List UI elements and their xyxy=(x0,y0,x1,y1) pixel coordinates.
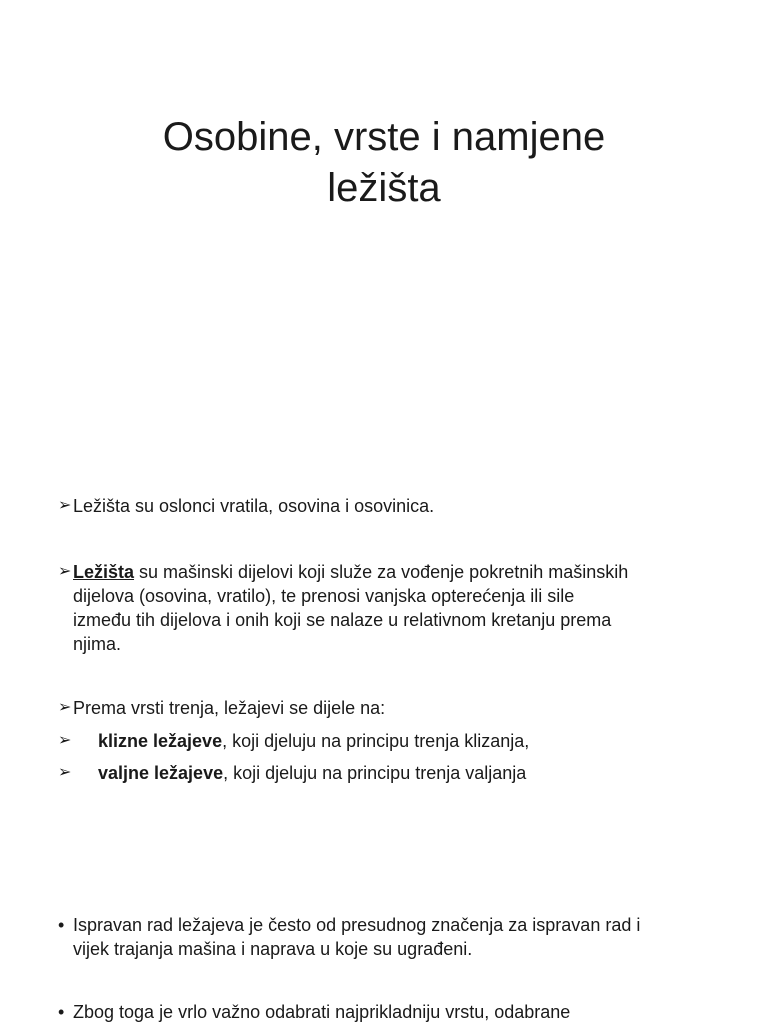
paragraph-text xyxy=(58,560,718,656)
title-line-2: ležišta xyxy=(327,166,441,210)
title-line-1: Osobine, vrste i namjene xyxy=(162,115,606,159)
arrow-bullet-icon: ➢ xyxy=(58,699,72,716)
arrow-bullet-icon: ➢ xyxy=(58,764,72,781)
definition-line-1: su mašinski dijelovi koji služe za vođenje pokretnih mašinskih xyxy=(134,562,629,582)
list-item-sliding-bearings xyxy=(58,729,718,753)
paragraph-bearings-supports xyxy=(58,494,718,518)
arrow-bullet-icon: ➢ xyxy=(58,497,72,514)
term-lezista: Ležišta xyxy=(73,562,135,582)
slide-title xyxy=(60,112,708,214)
paragraph-friction-types xyxy=(58,696,718,720)
paragraph-correct-operation xyxy=(58,913,718,961)
paragraph-text: Ležišta su oslonci vratila, osovina i osovinica. xyxy=(73,496,435,516)
definition-line-4: njima. xyxy=(73,634,122,654)
paragraph-bearings-definition xyxy=(58,560,718,656)
paragraph-text xyxy=(58,913,718,961)
paragraph-selection xyxy=(58,1000,718,1024)
definition-line-2: dijelova (osovina, vratilo), te prenosi vanjska opterećenja ili sile xyxy=(73,586,575,606)
list-item-rest: , koji djeluju na principu trenja klizanja, xyxy=(222,731,530,751)
term-valjne-lezajeve: valjne ležajeve xyxy=(98,763,224,783)
operation-line-1: Ispravan rad ležajeva je često od presudnog značenja za ispravan rad i xyxy=(73,915,641,935)
paragraph-text: Prema vrsti trenja, ležajevi se dijele na: xyxy=(73,698,386,718)
list-item-rolling-bearings xyxy=(58,761,718,785)
arrow-bullet-icon: ➢ xyxy=(58,732,72,749)
list-item-text xyxy=(58,729,718,753)
list-item-text xyxy=(58,761,718,785)
term-klizne-lezajeve: klizne ležajeve xyxy=(98,731,223,751)
list-item-rest: , koji djeluju na principu trenja valjanja xyxy=(223,763,527,783)
operation-line-2: vijek trajanja mašina i naprava u koje su ugrađeni. xyxy=(73,939,473,959)
dot-bullet-icon: • xyxy=(58,915,65,935)
definition-line-3: između tih dijelova i onih koji se nalaze u relativnom kretanju prema xyxy=(73,610,612,630)
paragraph-text: Zbog toga je vrlo važno odabrati najprikladniju vrstu, odabrane xyxy=(73,1002,571,1022)
dot-bullet-icon: • xyxy=(58,1002,65,1022)
arrow-bullet-icon: ➢ xyxy=(58,563,72,580)
